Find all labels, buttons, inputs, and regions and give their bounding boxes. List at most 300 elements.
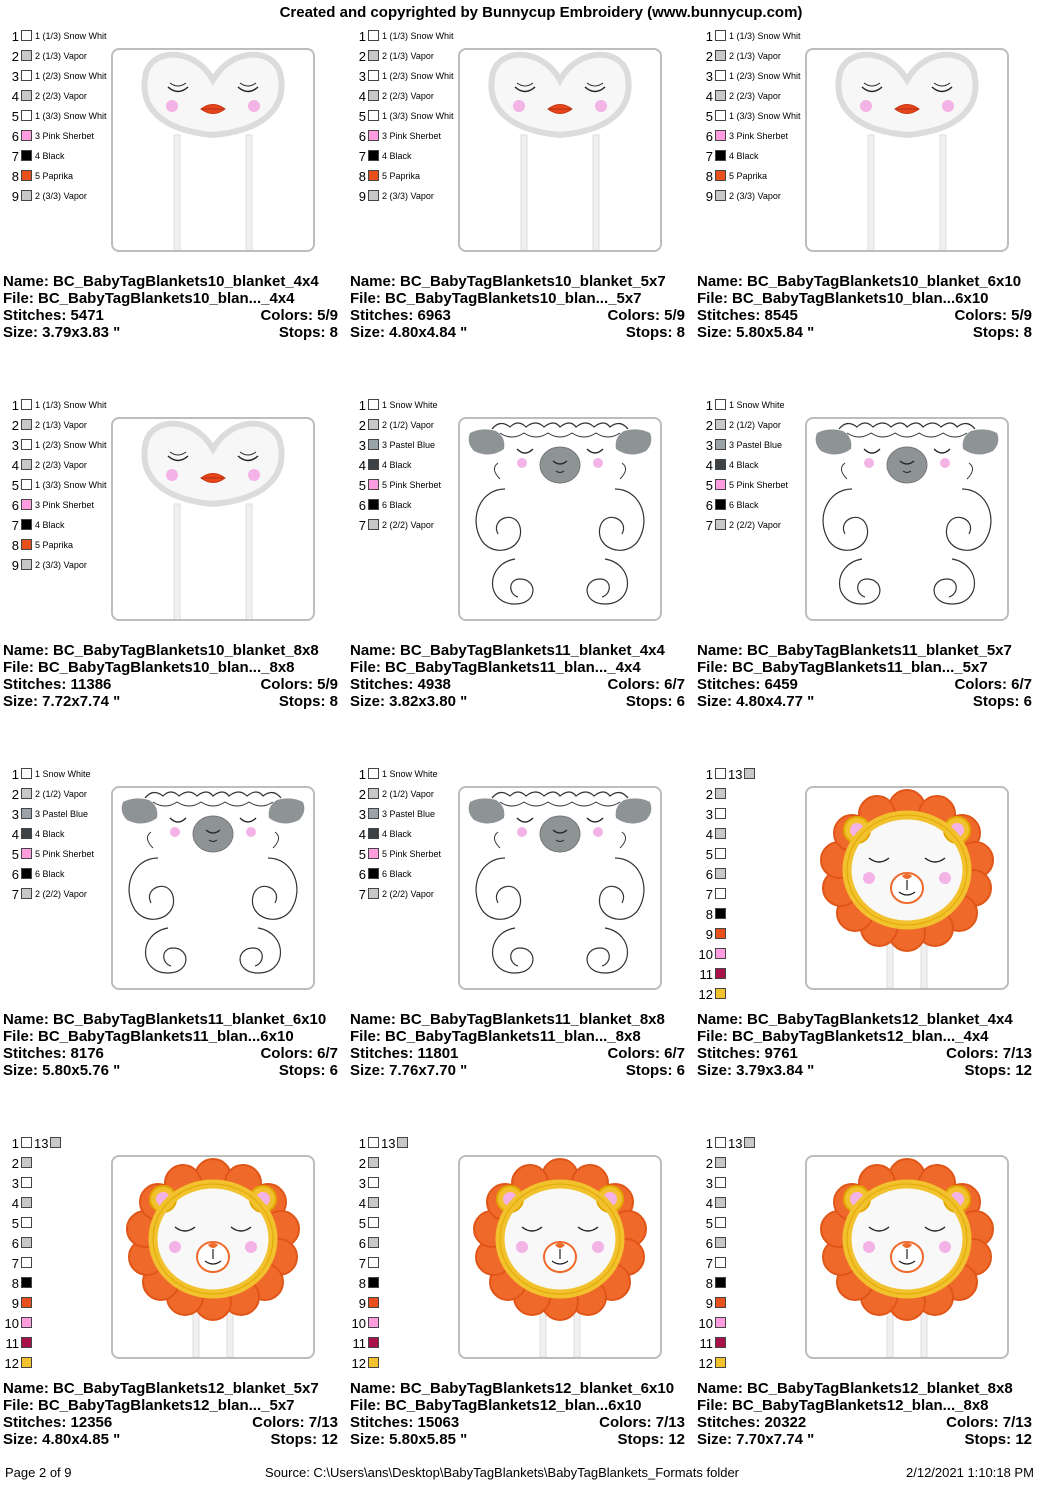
design-size: Size: 5.80x5.85 " bbox=[350, 1431, 468, 1448]
thread-swatch bbox=[21, 170, 32, 181]
thread-row bbox=[700, 946, 820, 966]
design-name: Name: BC_BabyTagBlankets10_blanket_5x7 bbox=[350, 273, 666, 290]
thread-swatch bbox=[21, 888, 32, 899]
design-preview bbox=[805, 786, 1009, 990]
thread-swatch bbox=[21, 1257, 32, 1268]
thread-swatch bbox=[21, 539, 32, 550]
thread-swatch bbox=[368, 519, 379, 530]
thread-swatch bbox=[715, 30, 726, 41]
thread-row bbox=[700, 766, 820, 786]
stop-count: Stops: 6 bbox=[625, 1062, 685, 1079]
design-info bbox=[3, 642, 348, 710]
thread-row bbox=[700, 1215, 820, 1235]
thread-swatch bbox=[21, 1177, 32, 1188]
thread-swatch bbox=[715, 150, 726, 161]
stop-count: Stops: 12 bbox=[270, 1431, 338, 1448]
design-size: Size: 3.82x3.80 " bbox=[350, 693, 468, 710]
thread-row bbox=[6, 1255, 126, 1275]
thread-row bbox=[700, 68, 820, 88]
thread-swatch bbox=[21, 479, 32, 490]
thread-swatch bbox=[715, 519, 726, 530]
thread-number: 2 bbox=[705, 787, 713, 802]
design-file: File: BC_BabyTagBlankets12_blan..._8x8 bbox=[697, 1397, 989, 1414]
design-preview bbox=[111, 48, 315, 252]
thread-number: 5 bbox=[11, 109, 19, 124]
color-count: Colors: 6/7 bbox=[607, 676, 685, 693]
thread-label: 1 (2/3) Snow Whit bbox=[382, 71, 454, 81]
thread-row bbox=[700, 1135, 820, 1155]
stitch-count: Stitches: 15063 bbox=[350, 1414, 460, 1431]
thread-row bbox=[700, 846, 820, 866]
design-name: Name: BC_BabyTagBlankets11_blanket_8x8 bbox=[350, 1011, 665, 1028]
stop-count: Stops: 12 bbox=[964, 1431, 1032, 1448]
thread-number: 4 bbox=[705, 1196, 713, 1211]
thread-number: 8 bbox=[705, 169, 713, 184]
design-size: Size: 7.76x7.70 " bbox=[350, 1062, 468, 1079]
thread-swatch bbox=[715, 1237, 726, 1248]
thread-label: 2 (1/2) Vapor bbox=[382, 420, 434, 430]
thread-row bbox=[6, 886, 126, 906]
thread-number: 9 bbox=[11, 1296, 19, 1311]
thread-label: 4 Black bbox=[382, 829, 412, 839]
stop-count: Stops: 6 bbox=[278, 1062, 338, 1079]
thread-row bbox=[6, 68, 126, 88]
design-file: File: BC_BabyTagBlankets11_blan..._4x4 bbox=[350, 659, 641, 676]
thread-row bbox=[6, 517, 126, 537]
thread-label: 3 Pink Sherbet bbox=[382, 131, 442, 141]
thread-row bbox=[700, 1155, 820, 1175]
thread-number: 10 bbox=[698, 947, 713, 962]
thread-swatch bbox=[715, 499, 726, 510]
thread-row bbox=[6, 1215, 126, 1235]
thread-number: 5 bbox=[358, 478, 366, 493]
thread-swatch bbox=[368, 90, 379, 101]
stop-count: Stops: 6 bbox=[625, 693, 685, 710]
thread-row bbox=[700, 148, 820, 168]
thread-swatch bbox=[368, 479, 379, 490]
thread-swatch bbox=[715, 439, 726, 450]
thread-label: 5 Pink Sherbet bbox=[35, 849, 95, 859]
thread-label: 2 (1/3) Vapor bbox=[35, 51, 87, 61]
thread-number: 11 bbox=[352, 1336, 366, 1351]
thread-number: 6 bbox=[11, 1236, 19, 1251]
thread-row bbox=[700, 28, 820, 48]
thread-row bbox=[353, 1255, 473, 1275]
thread-row bbox=[700, 1275, 820, 1295]
design-card bbox=[350, 766, 697, 1135]
thread-row bbox=[353, 437, 473, 457]
thread-number: 4 bbox=[705, 827, 713, 842]
thread-number: 11 bbox=[5, 1336, 19, 1351]
design-card bbox=[697, 397, 1044, 766]
thread-number: 4 bbox=[705, 89, 713, 104]
thread-swatch bbox=[715, 1177, 726, 1188]
thread-label: 6 Black bbox=[35, 869, 65, 879]
thread-number: 8 bbox=[11, 1276, 19, 1291]
thread-swatch bbox=[715, 828, 726, 839]
thread-number: 8 bbox=[11, 538, 19, 553]
thread-label: 1 (3/3) Snow Whit bbox=[35, 111, 107, 121]
thread-number: 12 bbox=[351, 1356, 366, 1371]
thread-number: 5 bbox=[11, 1216, 19, 1231]
thread-number: 1 bbox=[705, 398, 713, 413]
design-preview bbox=[458, 786, 662, 990]
design-size: Size: 3.79x3.83 " bbox=[3, 324, 121, 341]
thread-row bbox=[353, 1215, 473, 1235]
thread-label: 1 Snow White bbox=[382, 400, 438, 410]
thread-swatch bbox=[21, 1157, 32, 1168]
thread-swatch bbox=[368, 1177, 379, 1188]
thread-label: 1 (2/3) Snow Whit bbox=[729, 71, 801, 81]
thread-row bbox=[700, 168, 820, 188]
thread-row bbox=[353, 397, 473, 417]
thread-number: 8 bbox=[705, 907, 713, 922]
thread-number: 6 bbox=[705, 498, 713, 513]
thread-row bbox=[6, 417, 126, 437]
thread-swatch bbox=[715, 70, 726, 81]
thread-swatch bbox=[368, 888, 379, 899]
design-card bbox=[3, 28, 350, 397]
design-size: Size: 7.72x7.74 " bbox=[3, 693, 121, 710]
thread-row bbox=[6, 1295, 126, 1315]
design-preview bbox=[458, 417, 662, 621]
thread-swatch bbox=[368, 828, 379, 839]
thread-number: 9 bbox=[11, 189, 19, 204]
design-info bbox=[350, 642, 695, 710]
thread-row bbox=[6, 1155, 126, 1175]
page-number: Page 2 of 9 bbox=[5, 1465, 72, 1480]
thread-number: 3 bbox=[11, 438, 19, 453]
thread-swatch bbox=[715, 1257, 726, 1268]
thread-row bbox=[700, 457, 820, 477]
thread-number: 6 bbox=[705, 129, 713, 144]
stitch-count: Stitches: 6459 bbox=[697, 676, 798, 693]
thread-number: 2 bbox=[705, 49, 713, 64]
thread-number: 9 bbox=[11, 558, 19, 573]
thread-number: 10 bbox=[4, 1316, 19, 1331]
thread-number: 7 bbox=[358, 887, 366, 902]
thread-swatch bbox=[21, 1237, 32, 1248]
print-date: 2/12/2021 1:10:18 PM bbox=[906, 1465, 1034, 1480]
thread-row bbox=[353, 108, 473, 128]
stop-count: Stops: 12 bbox=[617, 1431, 685, 1448]
thread-number: 1 bbox=[358, 29, 366, 44]
thread-number: 1 bbox=[358, 398, 366, 413]
thread-label: 3 Pink Sherbet bbox=[35, 131, 95, 141]
thread-number: 6 bbox=[11, 498, 19, 513]
thread-swatch bbox=[21, 1197, 32, 1208]
thread-swatch bbox=[21, 1217, 32, 1228]
color-count: Colors: 6/7 bbox=[607, 1045, 685, 1062]
thread-row bbox=[6, 1275, 126, 1295]
thread-swatch bbox=[715, 948, 726, 959]
lion-embroidery-art bbox=[807, 788, 1007, 988]
thread-swatch bbox=[21, 499, 32, 510]
thread-number: 5 bbox=[358, 1216, 366, 1231]
design-card bbox=[697, 28, 1044, 397]
thread-number: 7 bbox=[11, 887, 19, 902]
thread-row bbox=[353, 866, 473, 886]
thread-swatch bbox=[715, 1157, 726, 1168]
color-count: Colors: 7/13 bbox=[946, 1045, 1032, 1062]
design-preview bbox=[805, 417, 1009, 621]
stop-count: Stops: 8 bbox=[625, 324, 685, 341]
design-name: Name: BC_BabyTagBlankets12_blanket_8x8 bbox=[697, 1380, 1013, 1397]
design-file: File: BC_BabyTagBlankets12_blan..._5x7 bbox=[3, 1397, 295, 1414]
thread-row bbox=[353, 1235, 473, 1255]
thread-row bbox=[700, 437, 820, 457]
thread-number: 5 bbox=[358, 847, 366, 862]
thread-number: 6 bbox=[358, 498, 366, 513]
penguin-embroidery-art bbox=[460, 50, 660, 250]
thread-swatch bbox=[21, 1277, 32, 1288]
thread-label: 3 Pastel Blue bbox=[382, 440, 436, 450]
thread-swatch bbox=[368, 419, 379, 430]
thread-swatch bbox=[21, 110, 32, 121]
thread-row bbox=[353, 1155, 473, 1175]
thread-row bbox=[353, 477, 473, 497]
thread-row bbox=[6, 128, 126, 148]
thread-label: 4 Black bbox=[35, 151, 65, 161]
page-header-title: Created and copyrighted by Bunnycup Embroidery (www.bunnycup.com) bbox=[279, 4, 803, 21]
thread-swatch bbox=[21, 808, 32, 819]
thread-row bbox=[700, 906, 820, 926]
thread-number: 1 bbox=[705, 767, 713, 782]
thread-row bbox=[700, 826, 820, 846]
thread-label: 1 (3/3) Snow Whit bbox=[382, 111, 454, 121]
design-name: Name: BC_BabyTagBlankets10_blanket_4x4 bbox=[3, 273, 319, 290]
thread-row bbox=[353, 846, 473, 866]
thread-swatch bbox=[368, 788, 379, 799]
thread-swatch bbox=[368, 1337, 379, 1348]
thread-swatch bbox=[368, 399, 379, 410]
thread-label: 3 Pastel Blue bbox=[35, 809, 89, 819]
thread-row bbox=[353, 128, 473, 148]
design-file: File: BC_BabyTagBlankets10_blan..._5x7 bbox=[350, 290, 642, 307]
thread-row bbox=[6, 866, 126, 886]
thread-row bbox=[700, 477, 820, 497]
design-size: Size: 7.70x7.74 " bbox=[697, 1431, 815, 1448]
design-preview bbox=[458, 1155, 662, 1359]
thread-row bbox=[353, 417, 473, 437]
thread-number: 2 bbox=[358, 787, 366, 802]
design-info bbox=[697, 1380, 1042, 1448]
thread-number: 3 bbox=[705, 438, 713, 453]
thread-number: 6 bbox=[358, 1236, 366, 1251]
thread-row bbox=[700, 517, 820, 537]
thread-number: 1 bbox=[358, 767, 366, 782]
thread-row bbox=[353, 1295, 473, 1315]
thread-row bbox=[700, 866, 820, 886]
thread-row bbox=[700, 417, 820, 437]
thread-label: 4 Black bbox=[729, 151, 759, 161]
stitch-count: Stitches: 8176 bbox=[3, 1045, 104, 1062]
design-file: File: BC_BabyTagBlankets10_blan..._4x4 bbox=[3, 290, 295, 307]
thread-number: 11 bbox=[699, 967, 713, 982]
thread-swatch bbox=[368, 1317, 379, 1328]
thread-number: 3 bbox=[705, 807, 713, 822]
thread-number: 7 bbox=[705, 149, 713, 164]
thread-row bbox=[353, 48, 473, 68]
thread-number: 9 bbox=[358, 1296, 366, 1311]
thread-number: 7 bbox=[705, 518, 713, 533]
thread-number: 8 bbox=[358, 169, 366, 184]
thread-swatch bbox=[368, 1157, 379, 1168]
thread-number: 4 bbox=[11, 827, 19, 842]
thread-number: 1 bbox=[11, 29, 19, 44]
design-file: File: BC_BabyTagBlankets10_blan...6x10 bbox=[697, 290, 989, 307]
thread-row bbox=[6, 846, 126, 866]
thread-number: 4 bbox=[358, 827, 366, 842]
thread-label: 4 Black bbox=[729, 460, 759, 470]
thread-row bbox=[6, 826, 126, 846]
thread-swatch bbox=[715, 50, 726, 61]
design-info bbox=[3, 1380, 348, 1448]
thread-label: 3 Pink Sherbet bbox=[35, 500, 95, 510]
design-file: File: BC_BabyTagBlankets12_blan..._4x4 bbox=[697, 1028, 989, 1045]
thread-label: 1 Snow White bbox=[729, 400, 785, 410]
thread-row bbox=[353, 28, 473, 48]
thread-swatch bbox=[21, 1297, 32, 1308]
sheep-embroidery-art bbox=[113, 788, 313, 988]
thread-swatch bbox=[715, 888, 726, 899]
thread-number: 4 bbox=[11, 89, 19, 104]
thread-number: 4 bbox=[11, 1196, 19, 1211]
thread-number: 3 bbox=[11, 807, 19, 822]
thread-number: 6 bbox=[11, 867, 19, 882]
thread-swatch bbox=[368, 1277, 379, 1288]
thread-number-extra: 13 bbox=[381, 1136, 396, 1151]
thread-number: 5 bbox=[705, 847, 713, 862]
thread-swatch bbox=[21, 768, 32, 779]
design-preview bbox=[805, 1155, 1009, 1359]
thread-swatch bbox=[368, 1217, 379, 1228]
design-file: File: BC_BabyTagBlankets11_blan...6x10 bbox=[3, 1028, 294, 1045]
thread-row bbox=[6, 477, 126, 497]
thread-number: 2 bbox=[11, 49, 19, 64]
thread-swatch bbox=[21, 1357, 32, 1368]
thread-number: 7 bbox=[358, 149, 366, 164]
thread-swatch bbox=[715, 868, 726, 879]
sheep-embroidery-art bbox=[807, 419, 1007, 619]
design-name: Name: BC_BabyTagBlankets12_blanket_4x4 bbox=[697, 1011, 1013, 1028]
thread-row bbox=[700, 1335, 820, 1355]
thread-label: 3 Pastel Blue bbox=[729, 440, 783, 450]
stitch-count: Stitches: 11386 bbox=[3, 676, 112, 693]
thread-row bbox=[353, 457, 473, 477]
thread-number: 8 bbox=[358, 1276, 366, 1291]
thread-label: 5 Paprika bbox=[35, 171, 74, 181]
design-card bbox=[697, 766, 1044, 1135]
thread-label: 1 Snow White bbox=[35, 769, 91, 779]
thread-row bbox=[700, 1315, 820, 1335]
thread-swatch bbox=[21, 30, 32, 41]
design-info bbox=[697, 273, 1042, 341]
thread-row bbox=[6, 557, 126, 577]
penguin-embroidery-art bbox=[807, 50, 1007, 250]
thread-row bbox=[700, 966, 820, 986]
thread-row bbox=[700, 806, 820, 826]
thread-number: 3 bbox=[705, 69, 713, 84]
thread-number: 4 bbox=[358, 1196, 366, 1211]
thread-label: 5 Pink Sherbet bbox=[729, 480, 789, 490]
stop-count: Stops: 8 bbox=[278, 324, 338, 341]
thread-number: 9 bbox=[705, 1296, 713, 1311]
thread-swatch bbox=[21, 828, 32, 839]
thread-number: 7 bbox=[358, 1256, 366, 1271]
thread-label: 6 Black bbox=[382, 869, 412, 879]
thread-label: 3 Pastel Blue bbox=[382, 809, 436, 819]
thread-swatch-extra bbox=[397, 1137, 408, 1148]
thread-row bbox=[353, 1355, 473, 1375]
thread-number: 4 bbox=[358, 89, 366, 104]
thread-label: 2 (3/3) Vapor bbox=[729, 191, 781, 201]
thread-number: 9 bbox=[358, 189, 366, 204]
thread-number: 2 bbox=[11, 787, 19, 802]
thread-row bbox=[353, 148, 473, 168]
thread-row bbox=[700, 1175, 820, 1195]
thread-swatch bbox=[21, 190, 32, 201]
thread-number: 7 bbox=[358, 518, 366, 533]
thread-swatch-extra bbox=[50, 1137, 61, 1148]
thread-label: 4 Black bbox=[382, 460, 412, 470]
design-preview bbox=[458, 48, 662, 252]
thread-label: 5 Paprika bbox=[35, 540, 74, 550]
thread-swatch bbox=[368, 1197, 379, 1208]
thread-number: 4 bbox=[358, 458, 366, 473]
penguin-embroidery-art bbox=[113, 50, 313, 250]
design-name: Name: BC_BabyTagBlankets11_blanket_6x10 bbox=[3, 1011, 327, 1028]
thread-number: 5 bbox=[705, 109, 713, 124]
thread-row bbox=[700, 886, 820, 906]
thread-number: 6 bbox=[705, 1236, 713, 1251]
stitch-count: Stitches: 20322 bbox=[697, 1414, 807, 1431]
thread-row bbox=[6, 1135, 126, 1155]
thread-number: 5 bbox=[358, 109, 366, 124]
thread-label: 1 (3/3) Snow Whit bbox=[729, 111, 801, 121]
thread-number: 3 bbox=[11, 69, 19, 84]
thread-swatch bbox=[715, 848, 726, 859]
thread-row bbox=[353, 517, 473, 537]
thread-label: 2 (2/2) Vapor bbox=[382, 520, 434, 530]
thread-row bbox=[6, 88, 126, 108]
thread-swatch bbox=[368, 1137, 379, 1148]
thread-label: 2 (2/3) Vapor bbox=[729, 91, 781, 101]
thread-number: 7 bbox=[705, 1256, 713, 1271]
thread-swatch bbox=[715, 90, 726, 101]
thread-swatch bbox=[715, 110, 726, 121]
design-preview bbox=[805, 48, 1009, 252]
stop-count: Stops: 8 bbox=[972, 324, 1032, 341]
thread-row bbox=[700, 48, 820, 68]
thread-swatch bbox=[715, 968, 726, 979]
thread-swatch bbox=[368, 848, 379, 859]
thread-row bbox=[353, 886, 473, 906]
thread-row bbox=[6, 48, 126, 68]
color-count: Colors: 7/13 bbox=[252, 1414, 338, 1431]
thread-label: 2 (2/2) Vapor bbox=[382, 889, 434, 899]
thread-label: 1 (3/3) Snow Whit bbox=[35, 480, 107, 490]
thread-swatch bbox=[715, 479, 726, 490]
thread-row bbox=[353, 1195, 473, 1215]
thread-row bbox=[6, 437, 126, 457]
thread-swatch-extra bbox=[744, 768, 755, 779]
thread-swatch bbox=[715, 130, 726, 141]
thread-label: 2 (1/3) Vapor bbox=[35, 420, 87, 430]
design-card bbox=[697, 1135, 1044, 1504]
thread-label: 4 Black bbox=[35, 829, 65, 839]
thread-number: 8 bbox=[705, 1276, 713, 1291]
